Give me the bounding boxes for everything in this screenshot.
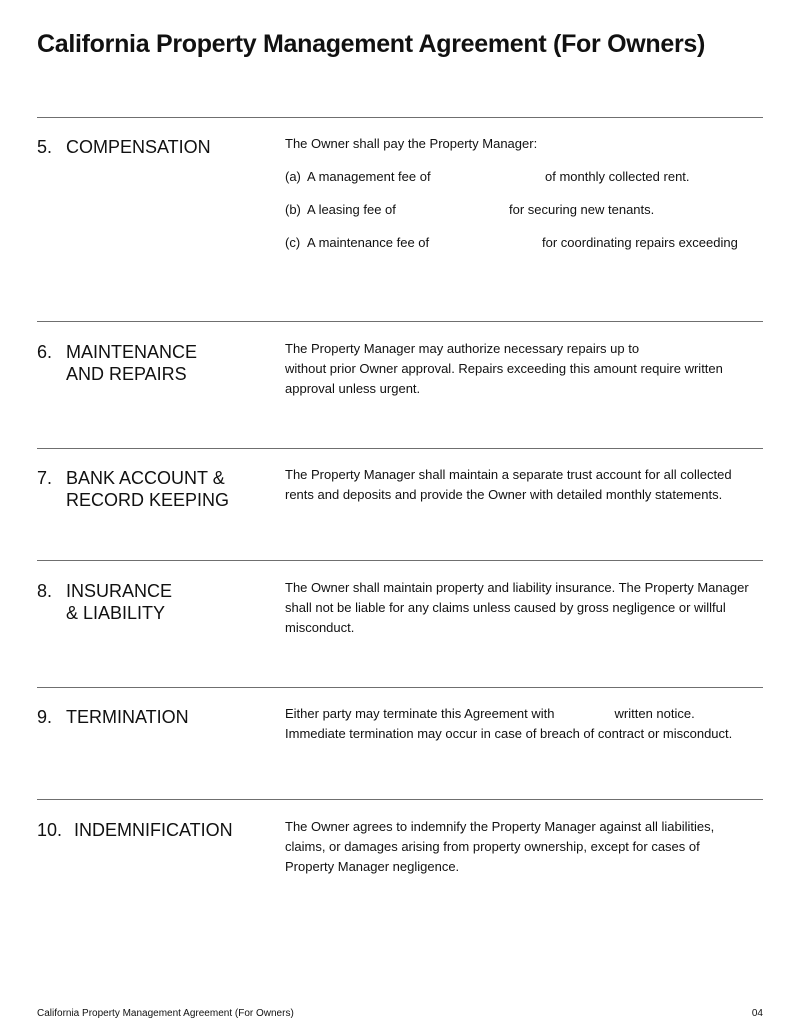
section-heading [37, 136, 277, 158]
section-text: The Owner shall maintain property and liability insurance. The Property Manager shall not be liable for any claims unless caused by gross negligence or willful misconduct. [285, 580, 749, 635]
divider [37, 687, 763, 688]
item-text-after: for coordinating repairs exceeding [542, 235, 738, 250]
section-indemnification [37, 819, 763, 909]
item-text-after: of monthly collected rent. [545, 169, 690, 184]
section-text-line2: without prior Owner approval. Repairs exceeding this amount require written approval unless urgent. [285, 361, 723, 396]
fee-item-management [285, 167, 765, 187]
section-text-line2: Immediate termination may occur in case of breach of contract or misconduct. [285, 726, 733, 741]
section-text-line1 [285, 704, 765, 724]
fee-item-maintenance [285, 233, 765, 253]
item-label: (c) [285, 235, 301, 250]
section-heading [37, 467, 277, 511]
section-text: The Owner agrees to indemnify the Property Manager against all liabilities, claims, or damages arising from property ownership, except for cases of Property Manager negligence. [285, 819, 715, 874]
footer-document-title: California Property Management Agreement (For Owners) [37, 1008, 294, 1019]
section-title: COMPENSATION [66, 137, 211, 157]
divider [37, 321, 763, 322]
section-compensation [37, 136, 763, 286]
section-number: 8. [37, 581, 53, 601]
section-heading [37, 819, 277, 841]
item-text-after: for securing new tenants. [509, 202, 655, 217]
section-body [285, 339, 747, 399]
section-termination [37, 706, 763, 776]
section-heading [37, 341, 277, 385]
text-after: written notice. [614, 706, 695, 721]
fee-item-leasing [285, 200, 765, 220]
divider [37, 799, 763, 800]
footer-page-number: 04 [751, 1008, 763, 1019]
section-number: 10. [37, 820, 63, 840]
section-insurance-liability [37, 580, 763, 670]
divider [37, 117, 763, 118]
item-label: (b) [285, 202, 301, 217]
section-title: BANK ACCOUNT & RECORD KEEPING [66, 468, 230, 510]
section-number: 7. [37, 468, 53, 488]
section-number: 5. [37, 137, 53, 157]
item-text-before: A leasing fee of [307, 202, 396, 217]
section-body [285, 465, 755, 505]
section-number: 6. [37, 342, 53, 362]
divider [37, 448, 763, 449]
section-body [285, 704, 765, 744]
section-body [285, 817, 735, 877]
section-text: The Property Manager shall maintain a separate trust account for all collected rents and deposits and provide the Owner with detailed monthly statements. [285, 467, 732, 502]
item-text-before: A maintenance fee of [307, 235, 430, 250]
divider [37, 560, 763, 561]
item-text-before: A management fee of [307, 169, 431, 184]
section-heading [37, 580, 277, 624]
section-number: 9. [37, 707, 53, 727]
section-body [285, 578, 763, 638]
item-label: (a) [285, 169, 301, 184]
section-text-line1: The Property Manager may authorize necessary repairs up to [285, 341, 640, 356]
section-intro: The Owner shall pay the Property Manager: [285, 136, 538, 151]
section-body [285, 134, 765, 253]
section-title: INSURANCE & LIABILITY [66, 581, 173, 623]
section-heading [37, 706, 277, 728]
section-title: INDEMNIFICATION [74, 820, 233, 840]
section-bank-account [37, 467, 763, 537]
section-title: MAINTENANCE AND REPAIRS [66, 342, 198, 384]
text-before: Either party may terminate this Agreement with [285, 706, 555, 721]
section-title: TERMINATION [66, 707, 189, 727]
section-maintenance-and-repairs [37, 341, 763, 431]
page-title: California Property Management Agreement (For Owners) [37, 30, 706, 58]
